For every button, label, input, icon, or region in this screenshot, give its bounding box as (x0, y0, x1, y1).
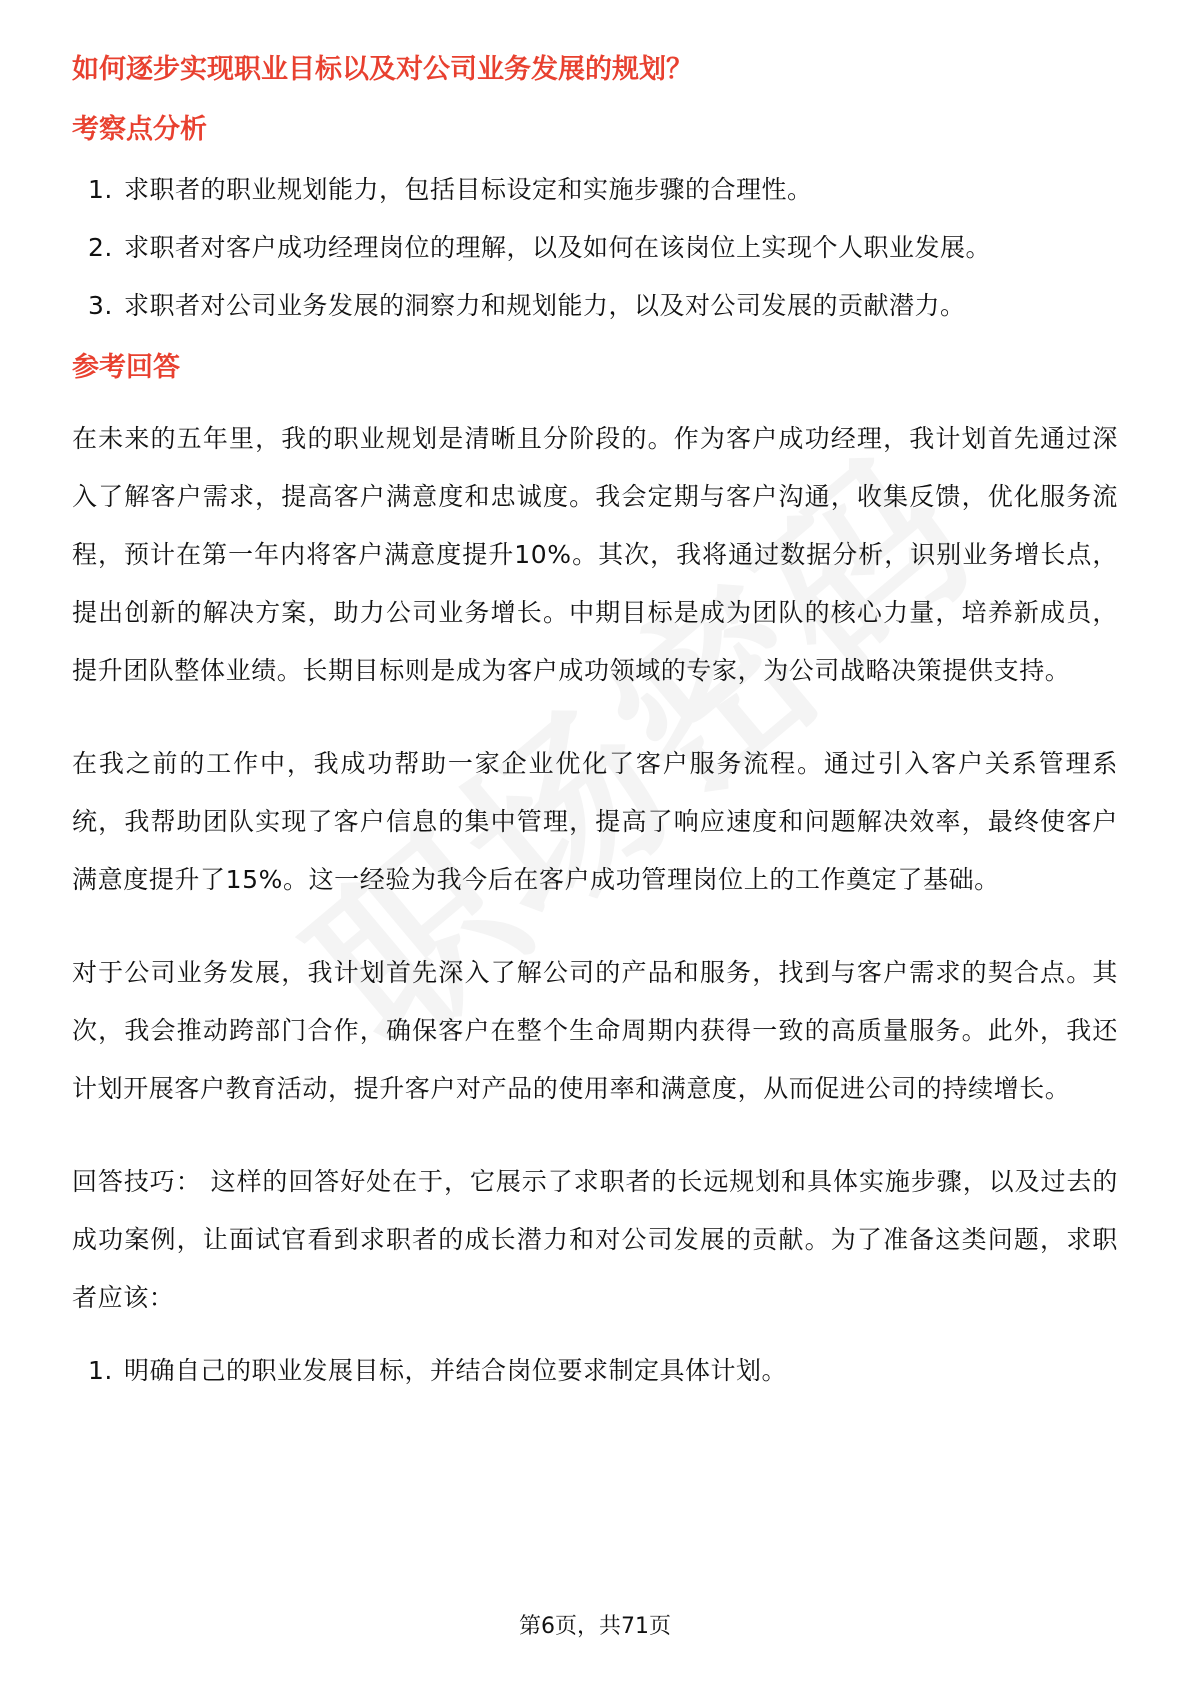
question-title: 如何逐步实现职业目标以及对公司业务发展的规划？ (72, 54, 693, 85)
tips-paragraph: 回答技巧： 这样的回答好处在于，它展示了求职者的长远规划和具体实施步骤，以及过去的成功案例，让面试官看到求职者的成长潜力和对公司发展的贡献。为了准备这类问题，求职者应该： (72, 1167, 1118, 1312)
answer-paragraph: 在我之前的工作中，我成功帮助一家企业优化了客户服务流程。通过引入客户关系管理系统，我帮助团队实现了客户信息的集中管理，提高了响应速度和问题解决效率，最终使客户满意度提升了15%。这一经验为我今后在客户成功管理岗位上的工作奠定了基础。 (72, 749, 1118, 894)
list-text: 求职者对公司业务发展的洞察力和规划能力，以及对公司发展的贡献潜力。 (124, 291, 966, 320)
analysis-heading: 考察点分析 (72, 114, 207, 145)
list-item (72, 288, 1118, 324)
answer-paragraph: 对于公司业务发展，我计划首先深入了解公司的产品和服务，找到与客户需求的契合点。其次，我会推动跨部门合作，确保客户在整个生命周期内获得一致的高质量服务。此外，我还计划开展客户教育活动，提升客户对产品的使用率和满意度，从而促进公司的持续增长。 (72, 958, 1118, 1103)
list-text: 求职者的职业规划能力，包括目标设定和实施步骤的合理性。 (124, 175, 813, 204)
list-text: 求职者对客户成功经理岗位的理解，以及如何在该岗位上实现个人职业发展。 (124, 233, 992, 262)
content (72, 48, 1118, 1411)
analysis-list (72, 172, 1118, 324)
page-footer: 第6页，共71页 (519, 1614, 671, 1639)
list-number: 1. (88, 175, 113, 204)
list-number: 3. (88, 291, 113, 320)
list-item (72, 230, 1118, 266)
list-number: 2. (88, 233, 113, 262)
tips-list (72, 1353, 1118, 1389)
list-number: 1. (88, 1356, 113, 1385)
answer-paragraph: 在未来的五年里，我的职业规划是清晰且分阶段的。作为客户成功经理，我计划首先通过深入了解客户需求，提高客户满意度和忠诚度。我会定期与客户沟通，收集反馈，优化服务流程，预计在第一年内将客户满意度提升10%。其次，我将通过数据分析，识别业务增长点，提出创新的解决方案，助力公司业务增长。中期目标是成为团队的核心力量，培养新成员，提升团队整体业绩。长期目标则是成为客户成功领域的专家，为公司战略决策提供支持。 (72, 424, 1118, 685)
list-item (72, 1353, 1118, 1389)
list-item (72, 172, 1118, 208)
list-text: 明确自己的职业发展目标，并结合岗位要求制定具体计划。 (124, 1356, 788, 1385)
answer-heading: 参考回答 (72, 352, 180, 383)
